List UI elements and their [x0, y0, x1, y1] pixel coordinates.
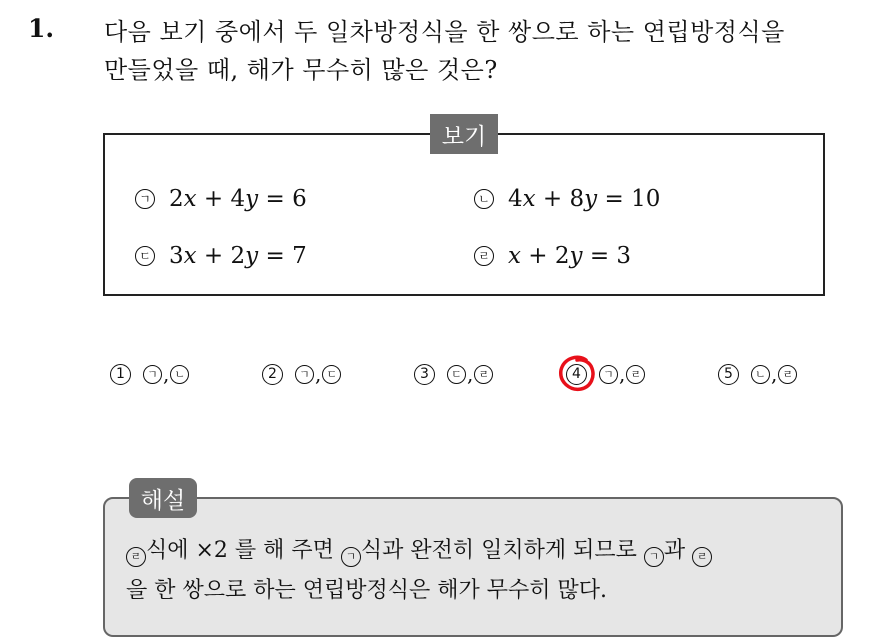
- circled-giyeok-icon: ㄱ: [644, 547, 664, 567]
- choice-number-icon: 3: [414, 364, 435, 385]
- equation-text: 2x + 4y = 6: [169, 186, 307, 212]
- circled-rieul-icon: ㄹ: [474, 365, 493, 384]
- circled-giyeok-icon: ㄱ: [599, 365, 618, 384]
- solution-title: 해설: [129, 478, 197, 518]
- circled-nieun-icon: ㄴ: [170, 365, 189, 384]
- question-text: [104, 13, 874, 89]
- solution-text: ㄹ 식에 ×2 를 해 주면 ㄱ 식과 완전히 일치하게 되므로 ㄱ 과 ㄹ 을 한 쌍으로 하는 연립방정식은 해가 무수히 많다.: [126, 531, 831, 611]
- choice-number-icon: 5: [718, 364, 739, 385]
- choice-5[interactable]: 5 ㄴ , ㄹ: [718, 362, 797, 386]
- circled-nieun-icon: ㄴ: [751, 365, 770, 384]
- equation-item-2: [474, 186, 660, 212]
- circled-rieul-icon: ㄹ: [778, 365, 797, 384]
- equation-text: 3x + 2y = 7: [169, 243, 307, 269]
- circled-giyeok-icon: ㄱ: [341, 547, 361, 567]
- equation-item-4: [474, 243, 631, 269]
- circled-digeut-icon: ㄷ: [322, 365, 341, 384]
- example-box-title: 보기: [430, 114, 498, 154]
- equation-text: x + 2y = 3: [508, 243, 632, 269]
- choice-3[interactable]: 3 ㄷ , ㄹ: [414, 362, 493, 386]
- choice-number-icon: 2: [262, 364, 283, 385]
- example-box: [103, 133, 825, 296]
- circled-giyeok-icon: ㄱ: [295, 365, 314, 384]
- answer-circle-mark-icon: [556, 352, 598, 394]
- choice-2[interactable]: 2 ㄱ , ㄷ: [262, 362, 341, 386]
- circled-digeut-icon: ㄷ: [135, 246, 155, 266]
- circled-nieun-icon: ㄴ: [474, 189, 494, 209]
- choice-number-icon: 1: [110, 364, 131, 385]
- circled-rieul-icon: ㄹ: [692, 547, 712, 567]
- choice-4[interactable]: 4 ㄱ , ㄹ: [566, 362, 645, 386]
- question-line-2: 만들었을 때, 해가 무수히 많은 것은?: [104, 56, 498, 84]
- equation-item-1: [135, 186, 307, 212]
- question-line-1: 다음 보기 중에서 두 일차방정식을 한 쌍으로 하는 연립방정식을: [104, 18, 785, 46]
- choice-number-icon: 4: [566, 364, 587, 385]
- circled-giyeok-icon: ㄱ: [135, 189, 155, 209]
- equation-text: 4x + 8y = 10: [508, 186, 661, 212]
- circled-digeut-icon: ㄷ: [447, 365, 466, 384]
- question-number: 1.: [28, 14, 55, 43]
- equation-item-3: [135, 243, 307, 269]
- circled-rieul-icon: ㄹ: [474, 246, 494, 266]
- choice-1[interactable]: 1 ㄱ , ㄴ: [110, 362, 189, 386]
- circled-giyeok-icon: ㄱ: [143, 365, 162, 384]
- circled-rieul-icon: ㄹ: [126, 547, 146, 567]
- circled-rieul-icon: ㄹ: [626, 365, 645, 384]
